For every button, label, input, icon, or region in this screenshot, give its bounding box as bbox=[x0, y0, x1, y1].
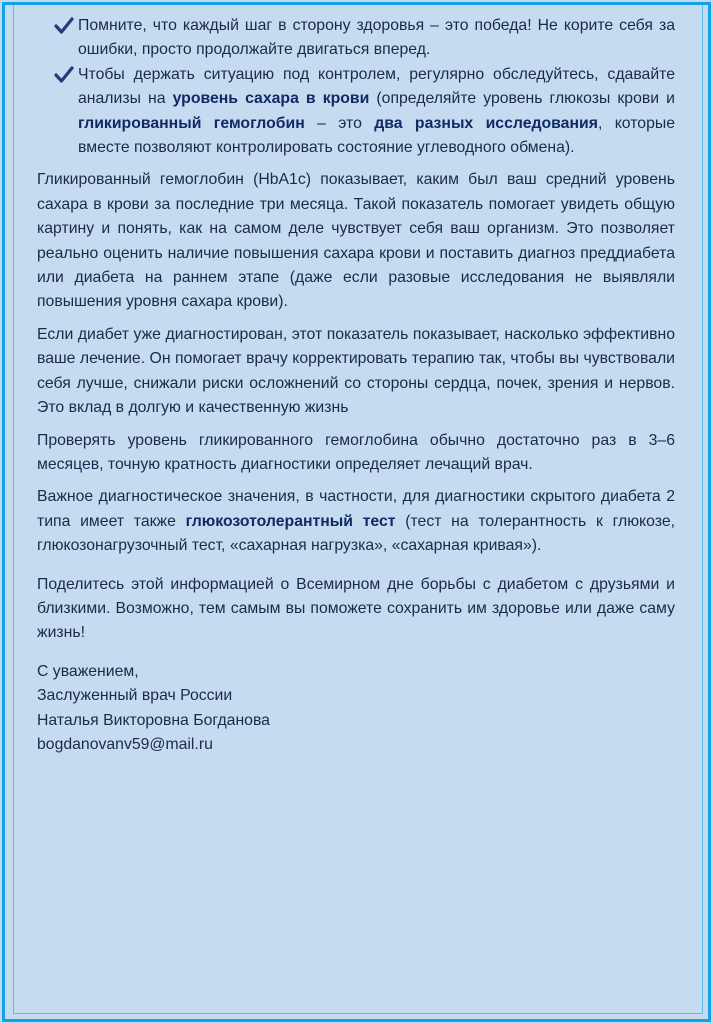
signature-name: Наталья Викторовна Богданова bbox=[37, 711, 270, 729]
paragraph-hba1c: Гликированный гемоглобин (HbA1c) показывает, каким был ваш средний уровень сахара в крови за последние три месяца. Такой показатель помогает увидеть общую картину и понять, как на самом деле чувствует себя ваш организм. Это позволяет реально оценить наличие повышения сахара крови и поставить диагноз преддиабета или диабета на раннем этапе (даже если разовые исследования не выявляли повышения уровня сахара крови). bbox=[37, 171, 675, 311]
tip-text: Чтобы держать ситуацию под контролем, регулярно обследуйтесь, сдавайте анализы на bbox=[78, 65, 675, 108]
emphasis: гликированный гемоглобин bbox=[78, 114, 305, 132]
tip-text: (определяйте уровень глюкозы крови и bbox=[369, 90, 675, 108]
emphasis: глюкозотолерантный тест bbox=[185, 512, 396, 530]
tip-text: Помните, что каждый шаг в сторону здоровья – это победа! Не корите себя за ошибки, просто продолжайте двигаться вперед. bbox=[78, 17, 675, 59]
paragraph-diagnosed: Если диабет уже диагностирован, этот показатель показывает, насколько эффективно ваше лечение. Он помогает врачу корректировать терапию так, чтобы вы чувствовали себя лучше, снижали риски осложнений со стороны сердца, почек, зрения и нервов. Это вклад в долгую и качественную жизнь bbox=[37, 325, 675, 417]
paragraph-gtt bbox=[37, 485, 675, 558]
list-item bbox=[37, 14, 675, 63]
emphasis: два разных исследования bbox=[374, 114, 598, 132]
check-icon bbox=[54, 17, 74, 35]
tips-list bbox=[37, 14, 675, 160]
emphasis: уровень сахара в крови bbox=[172, 90, 370, 108]
signature-regards: С уважением, bbox=[37, 662, 139, 680]
gtt-text: (тест на толерантность к глюкозе, глюкозонагрузочный тест, «сахарная нагрузка», «сахарная кривая»). bbox=[37, 512, 675, 555]
paragraph-share: Поделитесь этой информацией о Всемирном дне борьбы с диабетом с друзьями и близкими. Возможно, тем самым вы поможете сохранить им здоровье или даже саму жизнь! bbox=[37, 575, 675, 642]
tip-text: – это bbox=[304, 114, 375, 132]
article-body bbox=[37, 14, 675, 757]
gtt-text: Важное диагностическое значения, в частности, для диагностики скрытого диабета 2 типа имеет также bbox=[37, 488, 675, 530]
tip-text: , которые вместе позволяют контролировать состояние углеводного обмена). bbox=[78, 114, 675, 157]
signature bbox=[37, 660, 675, 758]
paragraph-frequency: Проверять уровень гликированного гемоглобина обычно достаточно раз в 3–6 месяцев, точную кратность диагностики определяет лечащий врач. bbox=[37, 431, 675, 473]
list-item bbox=[37, 63, 675, 161]
signature-title: Заслуженный врач России bbox=[37, 687, 233, 705]
signature-email: bogdanovanv59@mail.ru bbox=[37, 735, 213, 753]
check-icon bbox=[54, 66, 74, 84]
